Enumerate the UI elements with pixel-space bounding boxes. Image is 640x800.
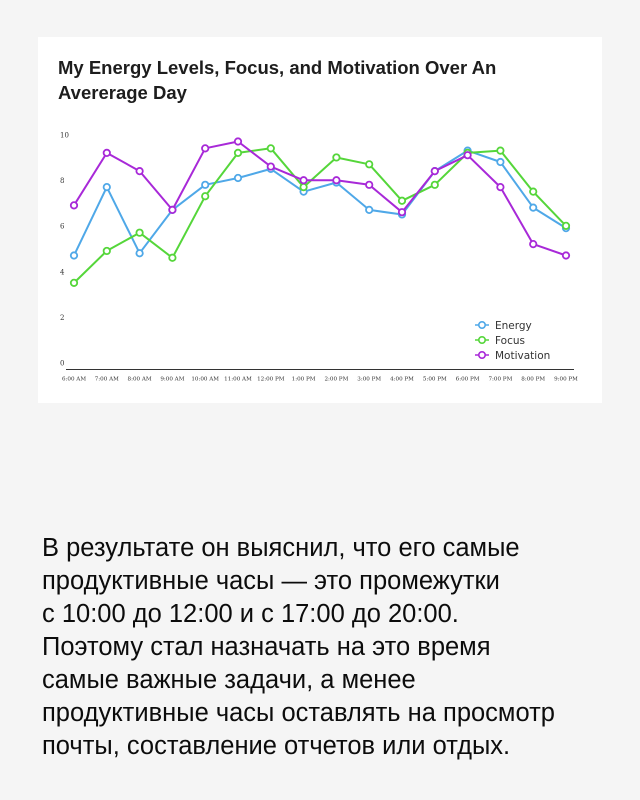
data-point-energy — [71, 252, 77, 258]
x-tick-label: 3:00 PM — [357, 376, 382, 383]
chart-title: My Energy Levels, Focus, and Motivation Over An Avererage Day — [58, 57, 497, 103]
x-tick-label: 9:00 PM — [554, 376, 578, 383]
y-tick-label: 10 — [60, 131, 69, 140]
y-tick-label: 4 — [60, 268, 65, 277]
data-point-motivation — [399, 209, 405, 215]
x-tick-label: 10:00 AM — [191, 376, 220, 383]
line-chart — [38, 37, 602, 403]
data-point-motivation — [366, 182, 372, 188]
x-tick-label: 5:00 PM — [422, 376, 447, 383]
data-point-focus — [169, 255, 175, 261]
data-point-focus — [300, 184, 306, 190]
data-point-motivation — [464, 152, 470, 158]
x-tick-label: 1:00 PM — [291, 376, 316, 383]
x-tick-label: 6:00 AM — [61, 376, 87, 383]
y-tick-label: 6 — [60, 222, 65, 231]
legend-marker-motivation — [479, 352, 485, 358]
data-point-focus — [71, 280, 77, 286]
legend-label-energy: Energy — [495, 320, 532, 332]
series-line-focus — [74, 148, 566, 283]
series-layer — [71, 138, 569, 286]
data-point-focus — [104, 248, 110, 254]
data-point-motivation — [136, 168, 142, 174]
data-point-focus — [366, 161, 372, 167]
data-point-motivation — [104, 150, 110, 156]
chart-card — [38, 37, 602, 403]
data-point-energy — [136, 250, 142, 256]
data-point-motivation — [235, 138, 241, 144]
chart-legend — [475, 320, 550, 362]
data-point-energy — [202, 182, 208, 188]
data-point-focus — [563, 223, 569, 229]
data-point-energy — [530, 204, 536, 210]
data-point-focus — [432, 182, 438, 188]
data-point-energy — [497, 159, 503, 165]
legend-label-focus: Focus — [495, 335, 525, 347]
data-point-motivation — [300, 177, 306, 183]
data-point-motivation — [497, 184, 503, 190]
x-tick-label: 7:00 AM — [94, 376, 119, 383]
x-tick-label: 8:00 PM — [521, 376, 546, 383]
data-point-motivation — [563, 252, 569, 258]
x-tick-label: 4:00 PM — [390, 376, 414, 383]
data-point-focus — [333, 154, 339, 160]
data-point-focus — [202, 193, 208, 199]
data-point-motivation — [268, 163, 274, 169]
x-tick-label: 7:00 PM — [488, 376, 513, 383]
x-tick-label: 11:00 AM — [224, 376, 252, 383]
x-tick-label: 12:00 PM — [257, 376, 285, 383]
legend-marker-energy — [479, 322, 485, 328]
data-point-energy — [235, 175, 241, 181]
data-point-focus — [497, 147, 503, 153]
data-point-energy — [104, 184, 110, 190]
data-point-focus — [235, 150, 241, 156]
data-point-motivation — [169, 207, 175, 213]
data-point-energy — [366, 207, 372, 213]
y-tick-label: 8 — [60, 177, 65, 186]
legend-marker-focus — [479, 337, 485, 343]
y-tick-label: 2 — [60, 313, 65, 322]
y-tick-label: 0 — [60, 359, 65, 368]
data-point-motivation — [333, 177, 339, 183]
data-point-motivation — [432, 168, 438, 174]
caption-text: В результате он выяснил, что его самые продуктивные часы — это промежутки с 10:00 до 12:00 и с 17:00 до 20:00. Поэтому стал назначать на это время самые важные задачи, а менее продуктивные часы оставлять на просмотр почты, составление отчетов или отдых. — [42, 534, 555, 760]
data-point-motivation — [202, 145, 208, 151]
data-point-focus — [530, 188, 536, 194]
data-point-motivation — [71, 202, 77, 208]
x-tick-label: 6:00 PM — [455, 376, 480, 383]
x-tick-label: 2:00 PM — [324, 376, 349, 383]
legend-label-motivation: Motivation — [495, 350, 551, 362]
data-point-focus — [399, 198, 405, 204]
x-tick-label: 8:00 AM — [127, 376, 152, 383]
data-point-motivation — [530, 241, 536, 247]
data-point-focus — [136, 230, 142, 236]
x-tick-label: 9:00 AM — [160, 376, 185, 383]
data-point-focus — [268, 145, 274, 151]
